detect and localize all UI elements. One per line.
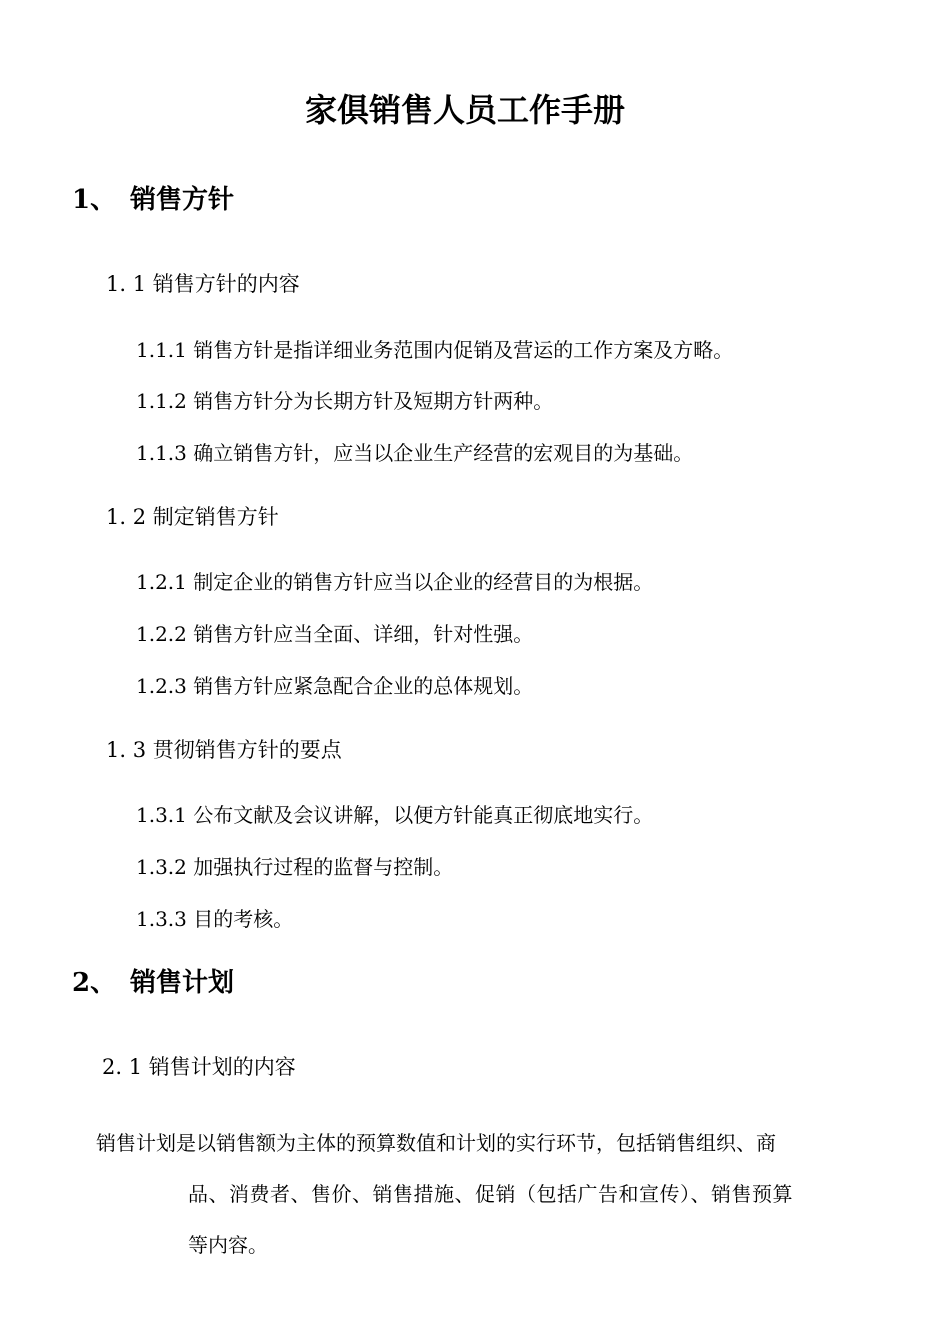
list-item: 1.2.3 销售方针应紧急配合企业的总体规划。	[136, 674, 534, 698]
subsection-heading-1-1: 1. 1 销售方针的内容	[106, 272, 300, 296]
paragraph-line: 等内容。	[188, 1233, 268, 1257]
paragraph-line: 销售计划是以销售额为主体的预算数值和计划的实行环节，包括销售组织、商	[96, 1131, 776, 1155]
subsection-heading-1-2: 1. 2 制定销售方针	[106, 505, 279, 529]
list-item: 1.3.3 目的考核。	[136, 907, 294, 931]
list-item: 1.1.3 确立销售方针，应当以企业生产经营的宏观目的为基础。	[136, 441, 694, 465]
section-number: 1、	[72, 185, 117, 215]
section-heading-2	[72, 965, 234, 1001]
section-title: 销售方针	[130, 185, 235, 215]
body-paragraph	[96, 1118, 866, 1271]
list-item: 1.3.1 公布文献及会议讲解，以便方针能真正彻底地实行。	[136, 803, 654, 827]
section-heading-1	[72, 182, 234, 218]
list-item: 1.1.1 销售方针是指详细业务范围内促销及营运的工作方案及方略。	[136, 338, 734, 362]
document-title: 家俱销售人员工作手册	[304, 91, 625, 129]
section-number: 2、	[72, 968, 117, 998]
paragraph-line: 品、消费者、售价、销售措施、促销（包括广告和宣传）、销售预算	[188, 1182, 793, 1206]
subsection-heading-1-3: 1. 3 贯彻销售方针的要点	[106, 738, 342, 762]
section-title: 销售计划	[130, 968, 235, 998]
list-item: 1.1.2 销售方针分为长期方针及短期方针两种。	[136, 389, 554, 413]
subsection-heading-2-1: 2. 1 销售计划的内容	[102, 1055, 296, 1079]
list-item: 1.3.2 加强执行过程的监督与控制。	[136, 855, 454, 879]
list-item: 1.2.2 销售方针应当全面、详细，针对性强。	[136, 622, 534, 646]
list-item: 1.2.1 制定企业的销售方针应当以企业的经营目的为根据。	[136, 570, 654, 594]
